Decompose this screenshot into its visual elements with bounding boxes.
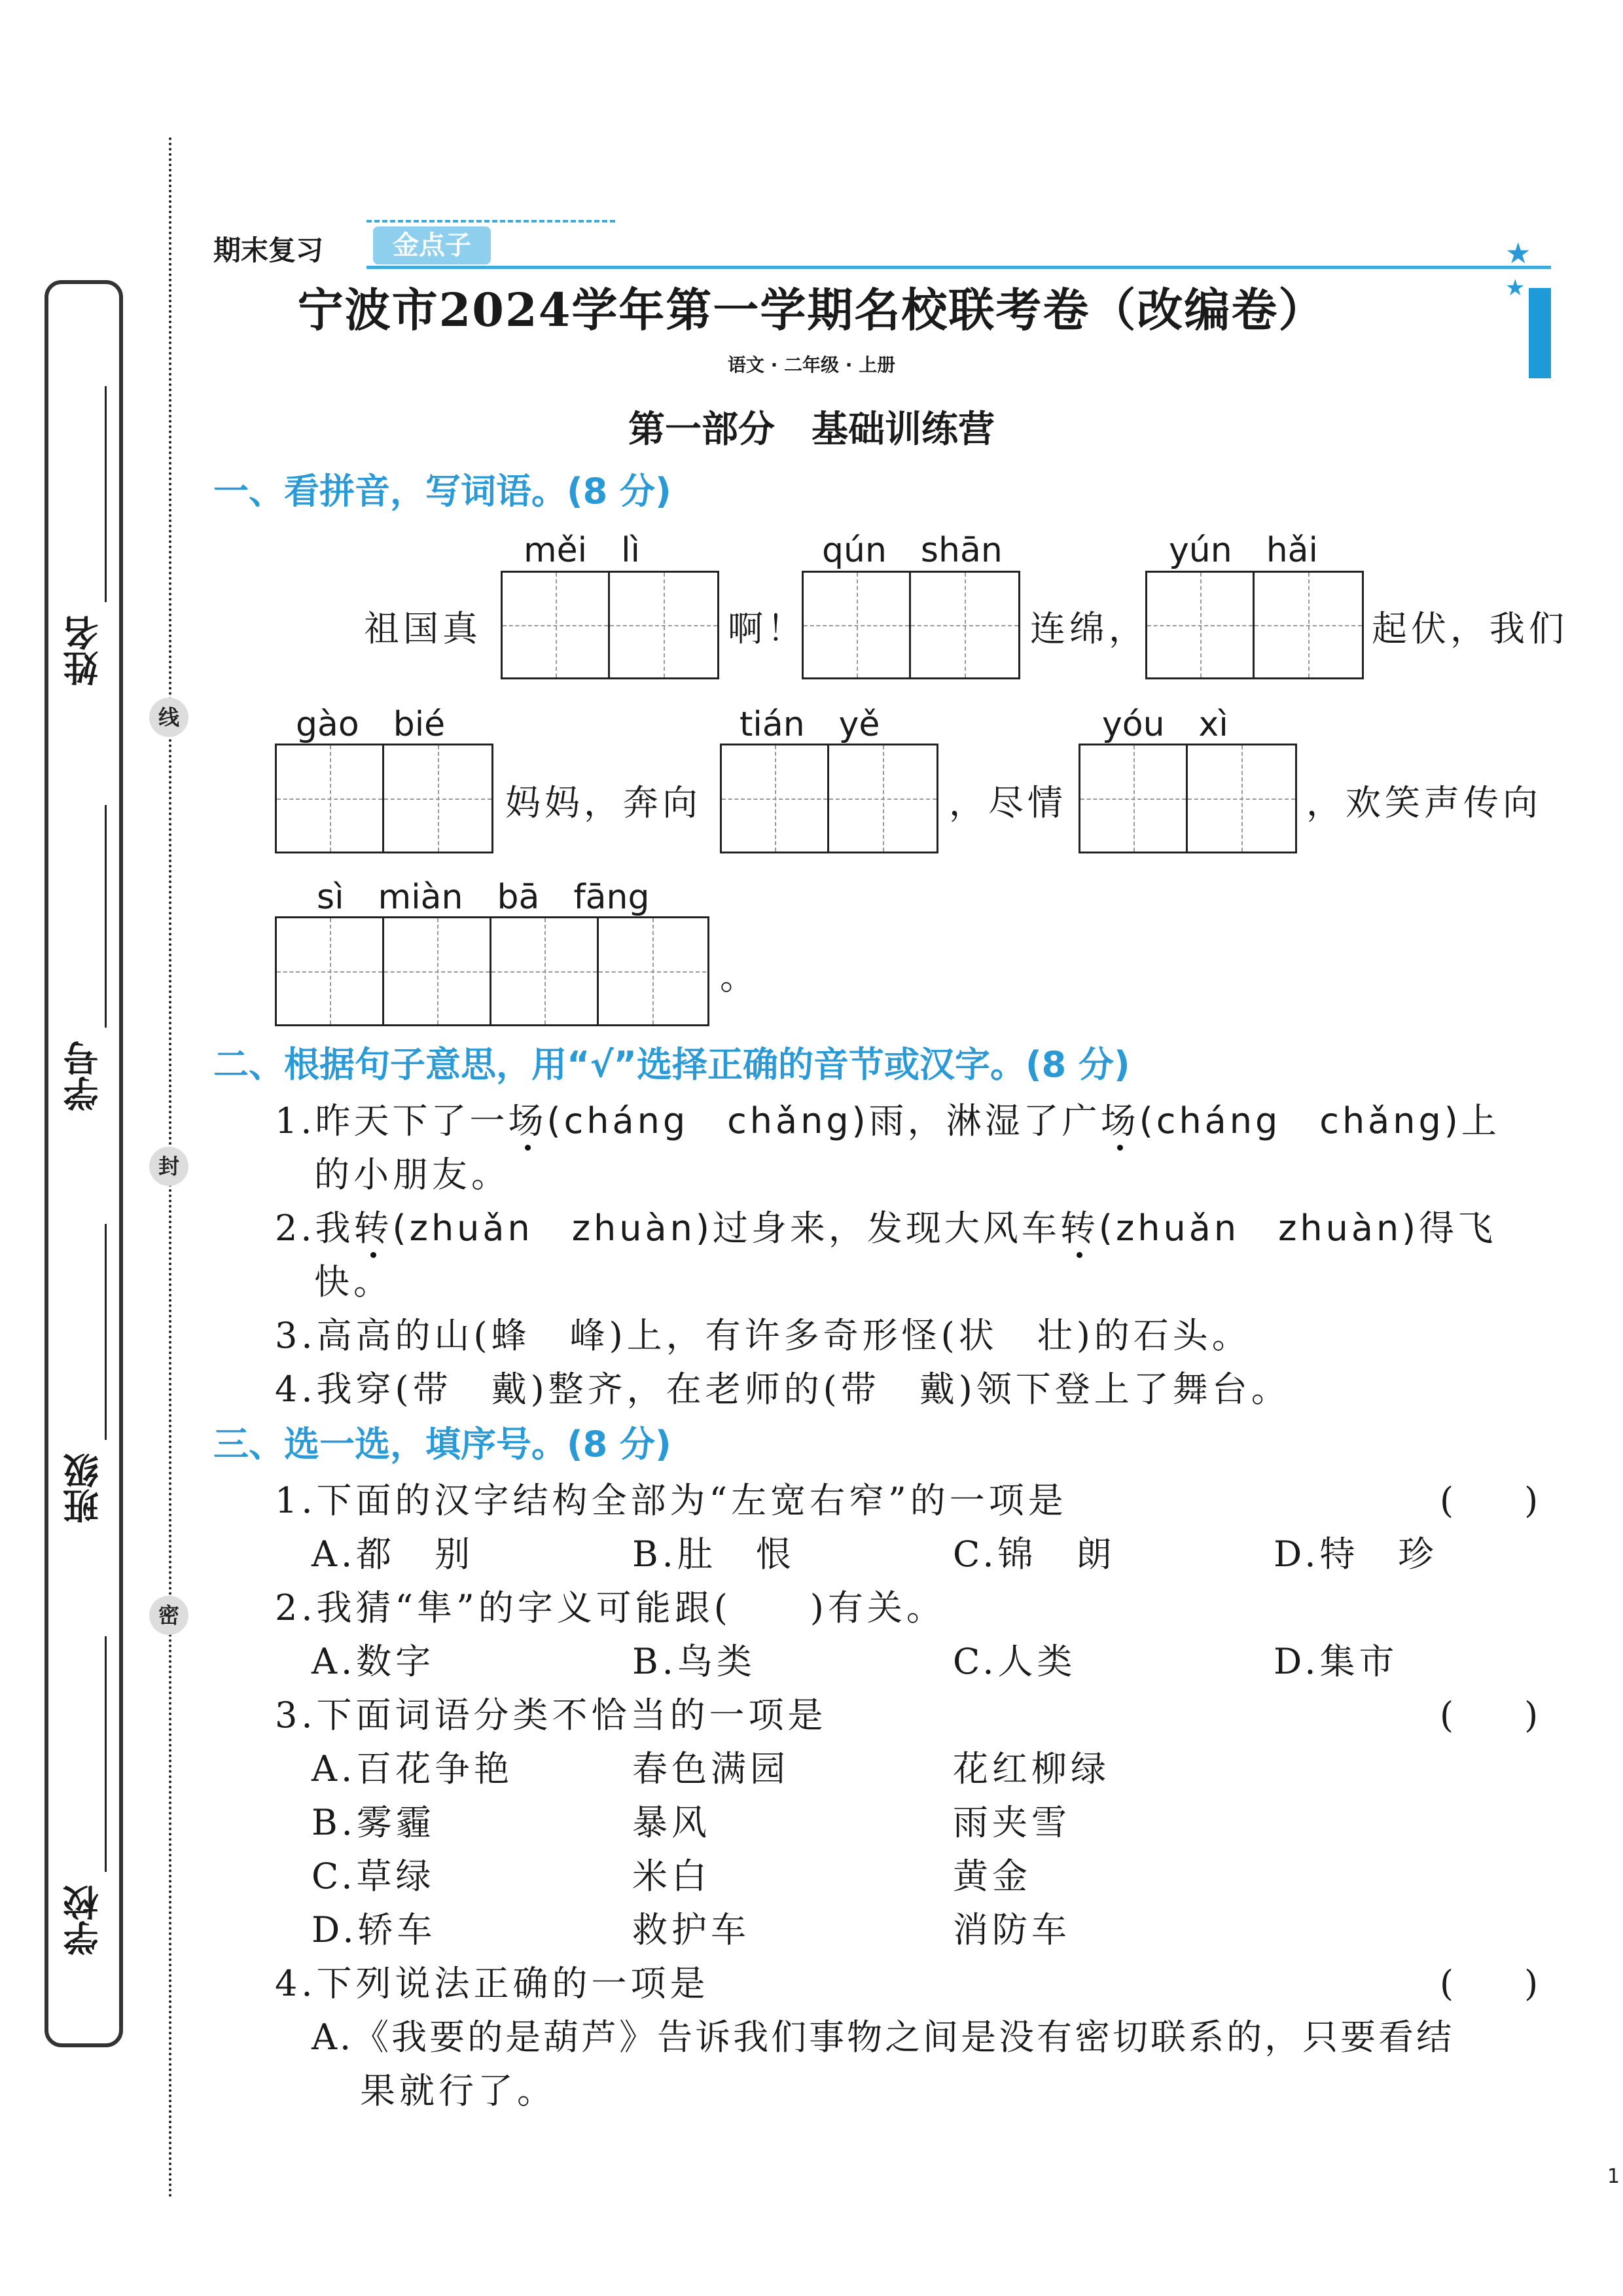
series-label: 期末复习 [213, 234, 324, 266]
school-blank[interactable] [105, 1636, 107, 1872]
option[interactable]: C.草绿 [312, 1856, 435, 1897]
option[interactable]: D.轿车 [312, 1909, 437, 1950]
exam-subtitle: 语文 · 二年级 · 上册 [727, 354, 896, 376]
student-number-label: 学号 [62, 1041, 104, 1111]
option[interactable]: A.数字 [312, 1641, 435, 1682]
star-icon: ★ [1505, 275, 1525, 301]
option[interactable]: B.雾霾 [312, 1802, 435, 1843]
option[interactable]: B.鸟类 [632, 1641, 756, 1682]
tianzige-grid[interactable] [1145, 571, 1364, 679]
option[interactable]: A.百花争艳 [312, 1748, 514, 1789]
sentence-text: ，欢笑声传向 [1306, 782, 1542, 823]
section-1-title: 一、看拼音，写词语。(8 分) [213, 471, 671, 512]
option[interactable]: A.《我要的是葫芦》告诉我们事物之间是没有密切联系的，只要看结 [312, 2017, 1455, 2058]
exam-title: 宁波市2024学年第一学期名校联考卷（改编卷） [297, 283, 1326, 337]
question-3-4: 4.下列说法正确的一项是 [275, 1963, 709, 2004]
question-3-1: 1.下面的汉字结构全部为“左宽右窄”的一项是 [275, 1480, 1067, 1521]
pinyin: tián yě [740, 705, 880, 744]
question-3-3: 3.下面词语分类不恰当的一项是 [275, 1695, 827, 1736]
pinyin: yóu xì [1102, 705, 1228, 744]
student-info-box [45, 280, 123, 2047]
answer-paren[interactable]: ( ) [1440, 1963, 1539, 2004]
question-2-1-cont: 的小朋友。 [314, 1154, 510, 1195]
option-cont: 果就行了。 [360, 2070, 556, 2111]
sentence-text: ，尽情 [949, 782, 1067, 823]
answer-paren[interactable]: ( ) [1440, 1695, 1539, 1736]
option[interactable]: A.都 别 [312, 1534, 474, 1575]
tianzige-grid[interactable] [275, 744, 493, 853]
tianzige-grid[interactable] [720, 744, 938, 853]
question-2-3: 3.高高的山(蜂 峰)上，有许多奇形怪(状 壮)的石头。 [275, 1315, 1251, 1356]
question-2-2: 2.我转(zhuǎn zhuàn)过身来，发现大风车转(zhuǎn zhuàn)得飞 [275, 1208, 1497, 1249]
option-word: 黄金 [953, 1856, 1031, 1897]
section-3-title: 三、选一选，填序号。(8 分) [213, 1424, 671, 1465]
tianzige-grid[interactable] [802, 571, 1020, 679]
pinyin: qún shān [822, 531, 1003, 570]
tianzige-grid[interactable] [501, 571, 719, 679]
sentence-text: 连绵， [1030, 608, 1148, 649]
option-word: 消防车 [953, 1909, 1071, 1950]
sentence-text: 。 [720, 956, 759, 997]
part-heading: 第一部分 基础训练营 [628, 408, 995, 451]
option-word: 春色满园 [632, 1748, 789, 1789]
pinyin: měi lì [524, 531, 640, 570]
option-word: 暴风 [632, 1802, 711, 1843]
option-word: 花红柳绿 [953, 1748, 1110, 1789]
pinyin: sì miàn bā fāng [317, 878, 650, 917]
school-label: 学校 [62, 1885, 104, 1956]
class-blank[interactable] [105, 1224, 107, 1440]
option-word: 救护车 [632, 1909, 750, 1950]
option[interactable]: C.锦 朗 [953, 1534, 1116, 1575]
sentence-text: 啊！ [728, 608, 806, 649]
class-label: 班级 [62, 1453, 104, 1524]
student-number-blank[interactable] [105, 805, 107, 1028]
pinyin: gào bié [296, 705, 446, 744]
answer-paren[interactable]: ( ) [1440, 1480, 1539, 1521]
section-2-title: 二、根据句子意思，用“√”选择正确的音节或汉字。(8 分) [213, 1044, 1130, 1085]
option[interactable]: D.集市 [1274, 1641, 1399, 1682]
option[interactable]: D.特 珍 [1274, 1534, 1438, 1575]
question-2-4: 4.我穿(带 戴)整齐，在老师的(带 戴)领下登上了舞台。 [275, 1369, 1291, 1410]
name-label: 姓名 [62, 615, 104, 686]
brand-tag: 金点子 [373, 226, 491, 264]
tianzige-grid[interactable] [1079, 744, 1297, 853]
header-rule [366, 266, 1551, 269]
header-dotted-arc [366, 220, 615, 223]
option[interactable]: B.肚 恨 [632, 1534, 795, 1575]
question-3-2: 2.我猜“隼”的字义可能跟( )有关。 [275, 1587, 946, 1628]
star-icon: ★ [1505, 237, 1531, 270]
sentence-text: 妈妈，奔向 [505, 782, 702, 823]
pinyin: yún hǎi [1169, 531, 1318, 570]
sentence-text: 起伏，我们 [1372, 608, 1568, 649]
question-2-1: 1.昨天下了一场(cháng chǎng)雨，淋湿了广场(cháng chǎng)上 [275, 1100, 1500, 1141]
option-word: 雨夹雪 [953, 1802, 1071, 1843]
question-2-2-cont: 快。 [314, 1261, 393, 1302]
seal-xian: 线 [149, 698, 188, 737]
seal-feng: 封 [149, 1147, 188, 1186]
option[interactable]: C.人类 [953, 1641, 1077, 1682]
tianzige-grid[interactable] [275, 916, 709, 1026]
seal-mi: 密 [149, 1596, 188, 1635]
sentence-text: 祖国真 [364, 608, 482, 649]
option-word: 米白 [632, 1856, 711, 1897]
page-number: 1 [1607, 2165, 1620, 2188]
